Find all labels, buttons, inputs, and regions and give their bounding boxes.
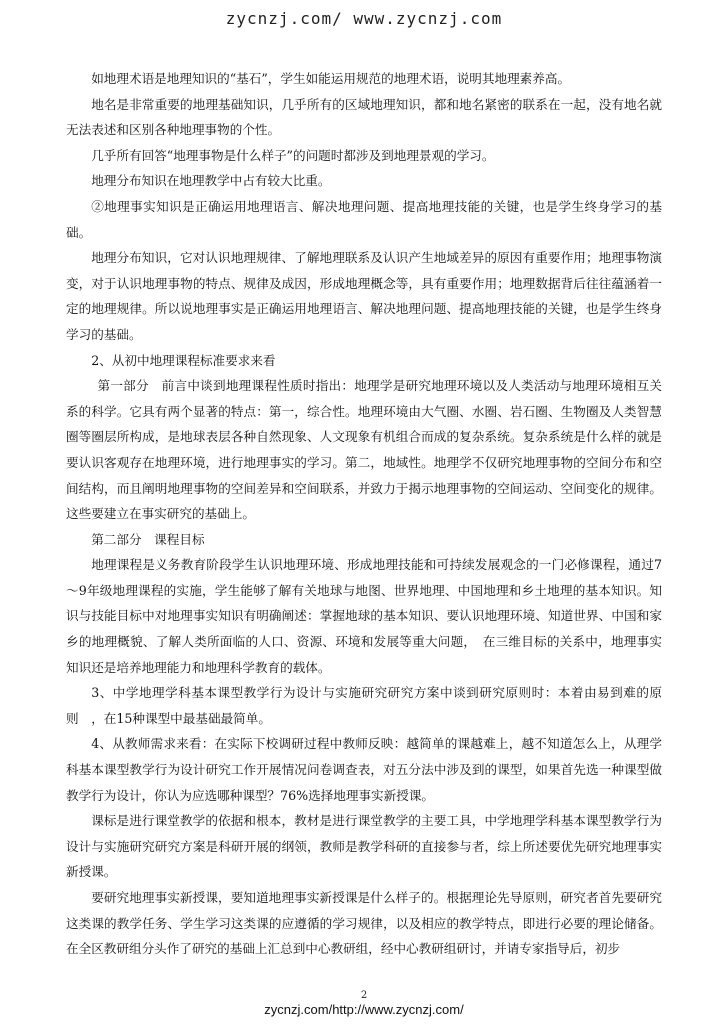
paragraph-part-one: 第一部分 前言中谈到地理课程性质时指出：地理学是研究地理环境以及人类活动与地理环境相互关系的科学。它具有两个显著的特点：第一，综合性。地理环境由大气圈、水圈、岩石圈、生物圈及人类智慧圈等圈层所构成，是地球表层各种自然现象、人文现象有机组合而成的复杂系统。复杂系统是什么样的就是要认识客观存在地理环境，进行地理事实的学习。第二，地域性。地理学不仅研究地理事物的空间分布和空间结构，而且阐明地理事物的空间差异和空间联系，并致力于揭示地理事物的空间运动、空间变化的规律。这些要建立在事实研究的基础上。	[66, 378, 662, 522]
page-header-site: zycnzj.com/ www.zycnzj.com	[225, 9, 503, 28]
paragraph-landscape: 几乎所有回答“地理事物是什么样子”的问题时都涉及到地理景观的学习。	[91, 147, 495, 163]
page-number: 2	[360, 990, 368, 1001]
paragraph-fact-knowledge: ②地理事实知识是正确运用地理语言、解决地理问题、提高地理技能的关键，也是学生终身学习的基础。	[66, 198, 662, 240]
page-footer-url: zycnzj.com/http://www.zycnzj.com/	[264, 1002, 464, 1017]
paragraph-terminology: 如地理术语是地理知识的“基石”，学生如能运用规范的地理术语，说明其地理素养高。	[91, 71, 571, 86]
paragraph-curriculum-basis: 课标是进行课堂教学的依据和根本，教材是进行课堂教学的主要工具，中学地理学科基本课型教学行为设计与实施研究研究方案是科研开展的纲领，教师是教学科研的直接参与者，综上所述要优先研究地理事实新授课。	[66, 813, 662, 880]
paragraph-distribution-detail: 地理分布知识，它对认识地理规律、了解地理联系及认识产生地域差异的原因有重要作用；地理事物演变，对于认识地理事物的特点、规律及成因，形成地理概念等，具有重要作用；地理数据背后往往蕴涵着一定的地理规律。所以说地理事实是正确运用地理语言、解决地理问题、提高地理技能的关键，也是学生终身学习的基础。	[66, 250, 662, 342]
paragraph-place-names: 地名是非常重要的地理基础知识，几乎所有的区域地理知识，都和地名紧密的联系在一起，没有地名就无法表述和区别各种地理事物的个性。	[66, 96, 662, 138]
section-heading-part-two: 第二部分 课程目标	[91, 531, 205, 547]
paragraph-research-approach: 要研究地理事实新授课，要知道地理事实新授课是什么样子的。根据理论先导原则，研究者首先要研究这类课的教学任务、学生学习这类课的应遵循的学习规律，以及相应的教学特点，即进行必要的理论储备。在全区教研组分头作了研究的基础上汇总到中心教研组，经中心教研组研讨，并请专家指导后，初步	[66, 890, 662, 957]
paragraph-distribution: 地理分布知识在地理教学中占有较大比重。	[91, 173, 331, 189]
paragraph-course-goals: 地理课程是义务教育阶段学生认识地理环境、形成地理技能和可持续发展观念的一门必修课程，通过7～9年级地理课程的实施，学生能够了解有关地球与地图、世界地理、中国地理和乡土地理的基本知识。知识与技能目标中对地理事实知识有明确阐述：掌握地球的基本知识、要认识地理环境、知道世界、中国和家乡的地理概貌、了解人类所面临的人口、资源、环境和发展等重大问题， 在三维目标的关系中，地理事实知识还是培养地理能力和地理科学教育的载体。	[66, 557, 662, 675]
paragraph-research-principle: 3、中学地理学科基本课型教学行为设计与实施研究研究方案中谈到研究原则时：本着由易到难的原则 ，在15种课型中最基础最简单。	[66, 685, 662, 726]
paragraph-teacher-needs: 4、从教师需求来看：在实际下校调研过程中教师反映：越简单的课越难上，越不知道怎么上，从理学科基本课型教学行为设计研究工作开展情况问卷调查表，对五分法中涉及到的课型，如果首先选一种课型做教学行为设计，你认为应选哪种课型？76%选择地理事实新授课。	[66, 736, 662, 803]
document-body	[66, 66, 662, 962]
section-heading-curriculum-standard: 2、从初中地理课程标准要求来看	[91, 352, 276, 368]
